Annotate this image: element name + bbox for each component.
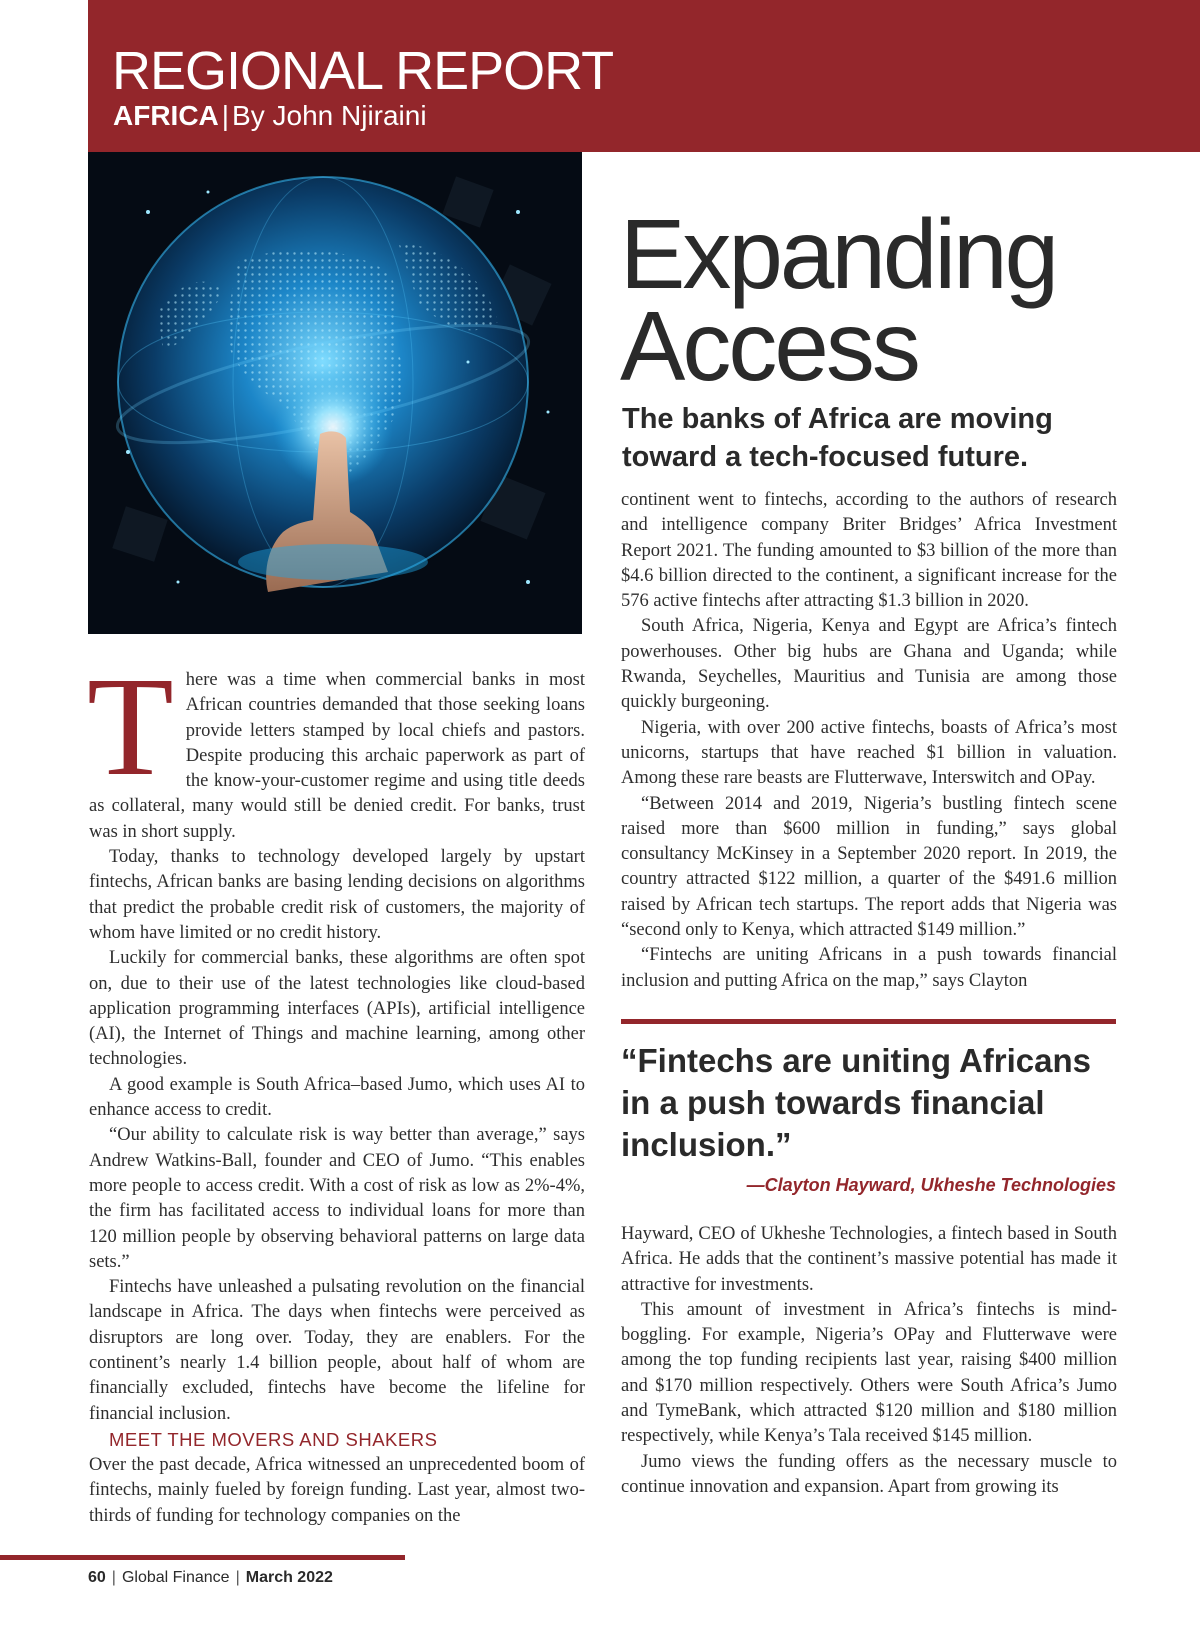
body-paragraph: This amount of investment in Africa’s fintechs is mind-boggling. For example, Nigeria’s OPay and Flutterwave were among the top funding recipients last year, raising $400 million and $170 million respectively. Others were South Africa’s Jumo and TymeBank, which attracted $120 million and $180 million respectively, while Kenya’s Tala received $145 million. (621, 1299, 1117, 1447)
folio-separator: | (111, 1569, 116, 1586)
headline (620, 199, 1180, 401)
body-paragraph: A good example is South Africa–based Jumo, which uses AI to enhance access to credit. (89, 1074, 585, 1121)
publication-name: Global Finance (121, 1569, 230, 1586)
hero-image (88, 152, 582, 634)
left-column (87, 647, 585, 1529)
page-number: 60 (88, 1569, 106, 1586)
footer-rule (0, 1555, 405, 1560)
paragraph-text: here was a time when commercial banks in most African countries demanded that those seeking loans provide letters stamped by local chiefs and pastors. Despite producing this archaic paperwork as part of the know-your-customer regime and using title deeds as collateral, many would still be denied credit. For banks, trust was in short supply. (89, 670, 585, 842)
headline-line-1: Expanding (620, 199, 1057, 309)
body-paragraph: “Between 2014 and 2019, Nigeria’s bustling fintech scene raised more than $600 million in funding,” says global consultancy McKinsey in a September 2020 report. In 2019, the country attracted $122 million, a quarter of the $491.6 million raised by African tech startups. The report adds that Nigeria was “second only to Kenya, which attracted $149 million.” (621, 793, 1117, 941)
dropcap: T (87, 647, 174, 805)
body-paragraph: Today, thanks to technology developed largely by upstart fintechs, African banks are basing lending decisions on algorithms that predict the probable credit risk of customers, the majority of whom have limited or no credit history. (89, 847, 585, 943)
pull-quote-attribution: —Clayton Hayward, Ukheshe Technologies (746, 1175, 1116, 1195)
headline-line-2: Access (620, 291, 918, 401)
right-column-top (621, 488, 1117, 994)
body-paragraph: Nigeria, with over 200 active fintechs, boasts of Africa’s most unicorns, startups that have reached $1 billion in valuation. Among these rare beasts are Flutterwave, Interswitch and OPay. (621, 717, 1117, 789)
globe-hand-icon (88, 152, 582, 634)
folio (88, 1567, 333, 1589)
pull-quote-rule (621, 1019, 1116, 1024)
pull-quote: “Fintechs are uniting Africans in a push towards financial inclusion.” (621, 1042, 1092, 1163)
body-paragraph: “Fintechs are uniting Africans in a push towards financial inclusion and putting Africa on the map,” says Clayton (621, 945, 1117, 991)
body-paragraph: Jumo views the funding offers as the necessary muscle to continue innovation and expansion. Apart from growing its (621, 1451, 1117, 1497)
body-paragraph: Over the past decade, Africa witnessed an unprecedented boom of fintechs, mainly fueled by foreign funding. Last year, almost two-thirds of funding for technology companies on the (89, 1454, 585, 1526)
issue-date: March 2022 (245, 1569, 333, 1586)
body-paragraph: South Africa, Nigeria, Kenya and Egypt are Africa’s fintech powerhouses. Other big hubs are Ghana and Uganda; while Rwanda, Seychelles, Mauritius and Tunisia are among those quickly burgeoning. (621, 616, 1117, 713)
body-paragraph (87, 647, 585, 845)
body-paragraph: Fintechs have unleashed a pulsating revolution on the financial landscape in Africa. The days when fintechs were perceived as disruptors are long over. Today, they are enablers. For the continent’s nearly 1.4 billion people, about half of whom are financially excluded, fintechs have become the lifeline for financial inclusion. (89, 1277, 585, 1424)
byline-separator: | (221, 100, 230, 131)
body-paragraph: continent went to fintechs, according to the authors of research and intelligence company Briter Bridges’ Africa Investment Report 2021. The funding amounted to $3 billion of the more than $4.6 billion directed to the continent, a significant increase for the 576 active fintechs after attracting $1.3 billion in 2020. (621, 490, 1117, 612)
body-paragraph: “Our ability to calculate risk is way better than average,” says Andrew Watkins-Ball, founder and CEO of Jumo. “This enables more people to access credit. With a cost of risk as low as 2%-4%, the firm has facilitated access to individual loans for more than 120 million people by observing behavioral patterns on large data sets.” (89, 1125, 585, 1272)
right-column-bottom (621, 1222, 1117, 1500)
section-kicker: REGIONAL REPORT (112, 41, 614, 101)
deck: The banks of Africa are moving toward a tech-focused future. (622, 403, 1053, 473)
byline (113, 98, 427, 134)
folio-separator: | (235, 1569, 240, 1586)
byline-region: AFRICA (113, 100, 219, 131)
body-paragraph: Luckily for commercial banks, these algorithms are often spot on, due to their use of the latest technologies like cloud-based application programming interfaces (APIs), artificial intelligence (AI), the Internet of Things and machine learning, among other technologies. (89, 948, 585, 1070)
byline-author: By John Njiraini (232, 100, 427, 131)
body-paragraph: Hayward, CEO of Ukheshe Technologies, a fintech based in South Africa. He adds that the continent’s massive potential has made it attractive for investments. (621, 1224, 1117, 1295)
section-heading: MEET THE MOVERS AND SHAKERS (109, 1428, 438, 1450)
